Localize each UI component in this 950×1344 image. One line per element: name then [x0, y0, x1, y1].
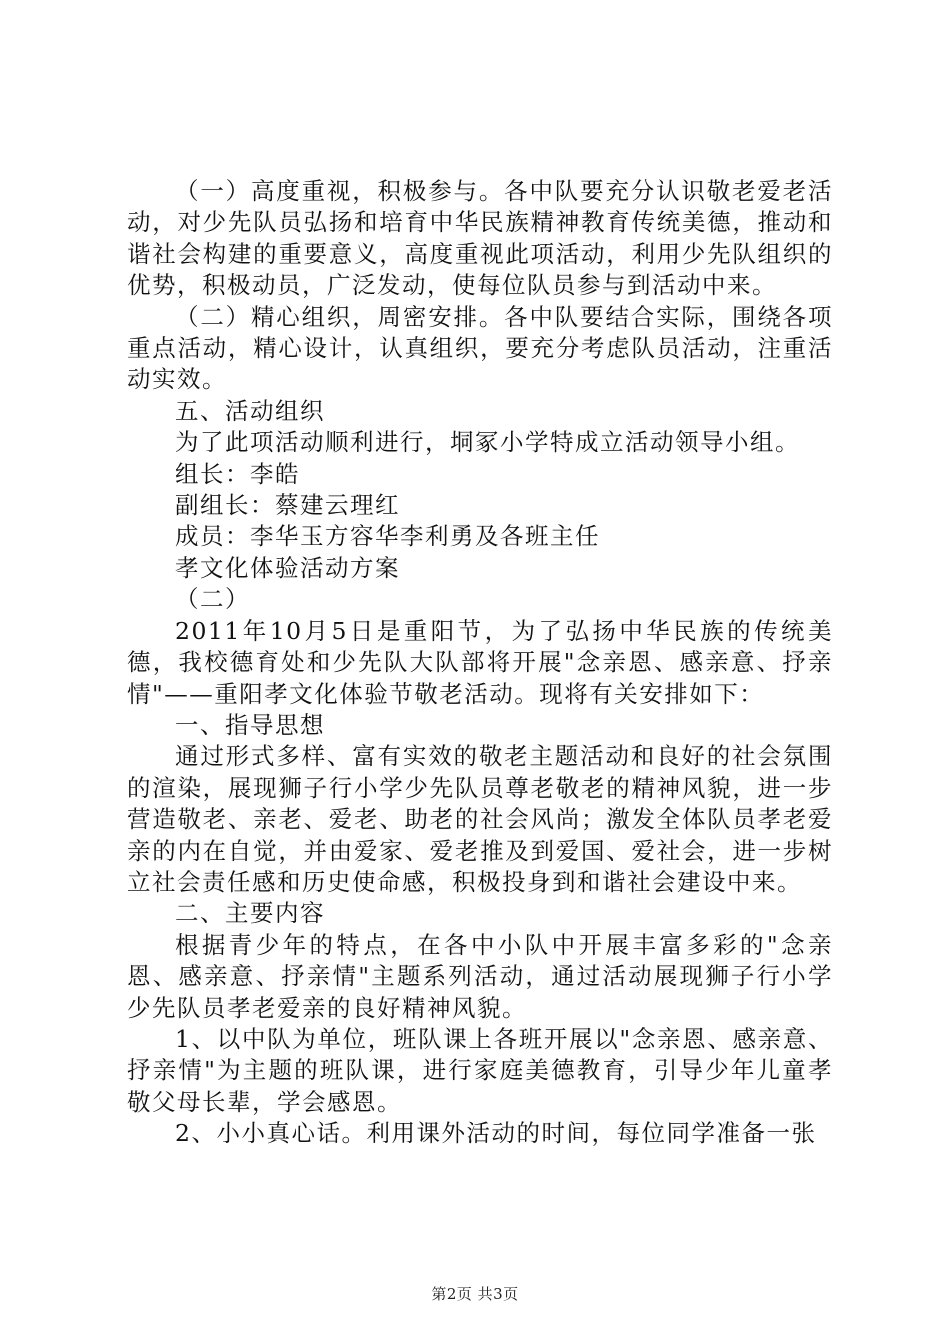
- page-number-footer: 第2页 共3页: [431, 1285, 519, 1303]
- paragraph-careful-organization: （二）精心组织，周密安排。各中队要结合实际，围绕各项重点活动，精心设计，认真组织，要充分考虑队员活动，注重活动实效。: [127, 302, 833, 394]
- plan-title: 孝文化体验活动方案: [175, 553, 400, 582]
- group-leader-line: 组长：李皓: [175, 459, 300, 488]
- members-line: 成员：李华玉方容华李利勇及各班主任: [175, 522, 600, 551]
- paragraph-main-content: 根据青少年的特点，在各中小队中开展丰富多彩的"念亲恩、感亲意、抒亲情"主题系列活动，通过活动展现狮子行小学少先队员孝老爱亲的良好精神风貌。: [127, 930, 833, 1022]
- deputy-leader-line: 副组长：蔡建云理红: [175, 491, 400, 520]
- list-item-heart-words: 2、小小真心话。利用课外活动的时间，每位同学准备一张: [175, 1119, 817, 1148]
- section-heading-guiding-ideology: 一、指导思想: [175, 710, 325, 739]
- document-body: [127, 176, 833, 1150]
- section-heading-main-content: 二、主要内容: [175, 899, 325, 928]
- plan-subtitle: （二）: [175, 585, 250, 614]
- paragraph-leadership-group: 为了此项活动顺利进行，垌冢小学特成立活动领导小组。: [175, 428, 800, 457]
- section-heading-activity-organization: 五、活动组织: [175, 396, 325, 425]
- list-item-class-meeting: 1、以中队为单位，班队课上各班开展以"念亲恩、感亲意、抒亲情"为主题的班队课，进行家庭美德教育，引导少年儿童孝敬父母长辈，学会感恩。: [127, 1024, 833, 1116]
- paragraph-guiding-ideology: 通过形式多样、富有实效的敬老主题活动和良好的社会氛围的渲染，展现狮子行小学少先队员尊老敬老的精神风貌，进一步营造敬老、亲老、爱老、助老的社会风尚；激发全体队员孝老爱亲的内在自觉，并由爱家、爱老推及到爱国、爱社会，进一步树立社会责任感和历史使命感，积极投身到和谐社会建设中来。: [127, 742, 833, 896]
- paragraph-intro: 2011年10月5日是重阳节，为了弘扬中华民族的传统美德，我校德育处和少先队大队部将开展"念亲恩、感亲意、抒亲情"——重阳孝文化体验节敬老活动。现将有关安排如下：: [127, 616, 833, 708]
- paragraph-attach-importance: （一）高度重视，积极参与。各中队要充分认识敬老爱老活动，对少先队员弘扬和培育中华民族精神教育传统美德，推动和谐社会构建的重要意义，高度重视此项活动，利用少先队组织的优势，积极动员，广泛发动，使每位队员参与到活动中来。: [127, 177, 833, 300]
